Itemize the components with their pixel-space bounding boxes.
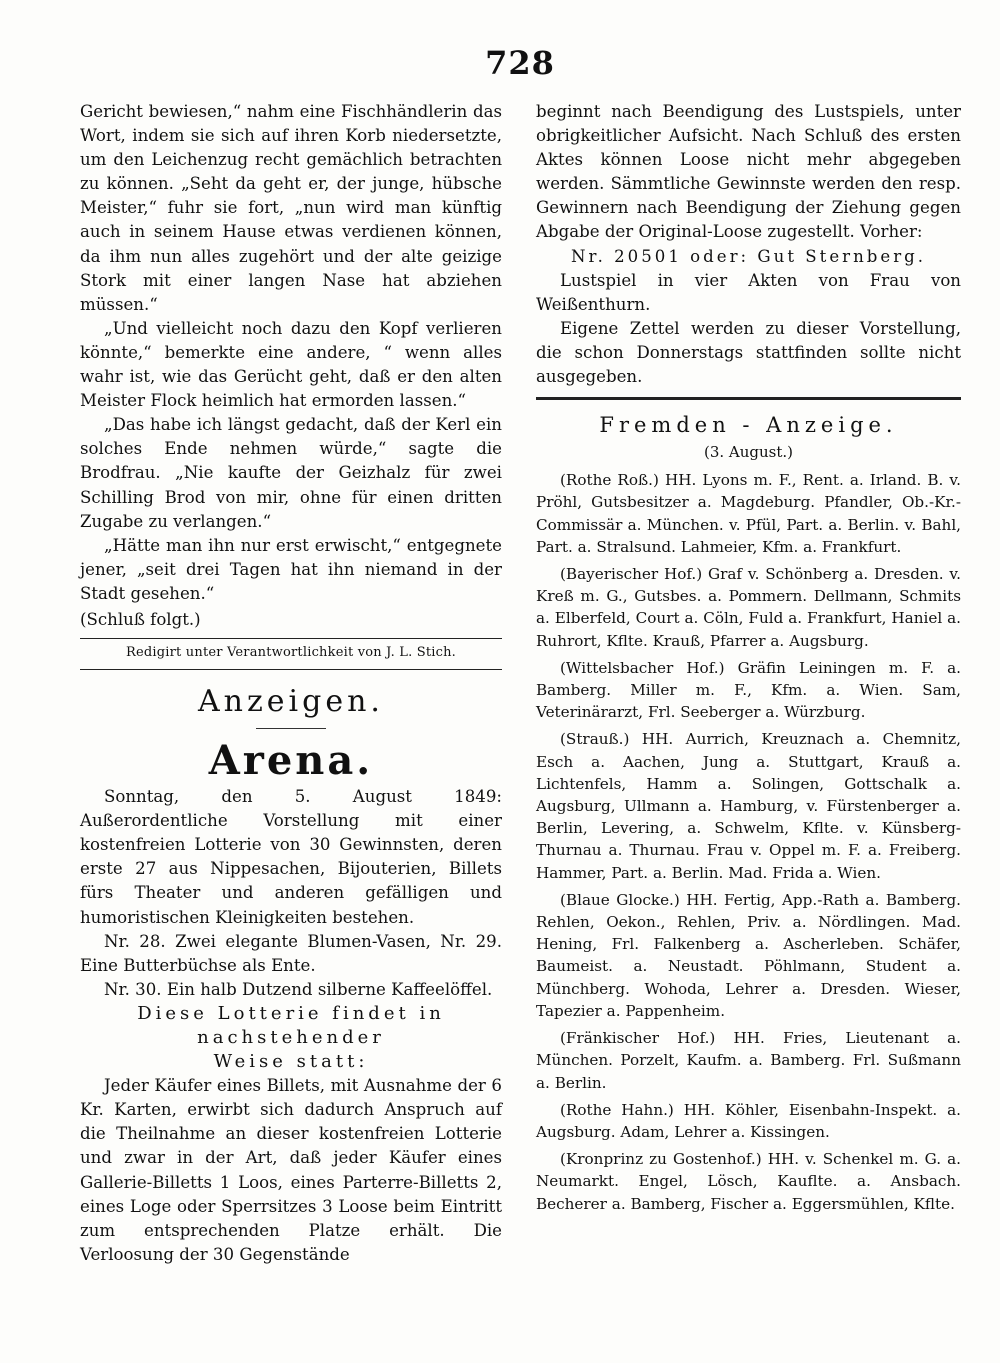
notice: Eigene Zettel werden zu dieser Vorstellung, die schon Donnerstags stattfinden sollte nicht ausgegeben.: [536, 318, 961, 387]
play-description: Lustspiel in vier Akten von Frau von Weißenthurn.: [536, 270, 961, 314]
guest-entry: (Kronprinz zu Gostenhof.) HH. v. Schenkel m. G. a. Neumarkt. Engel, Lösch, Kauflte. a. Ansbach. Becherer a. Bamberg, Fischer a. Eggersmühlen, Kflte.: [536, 1150, 961, 1213]
fremden-date: (3. August.): [703, 443, 794, 462]
guest-entry: (Bayerischer Hof.) Graf v. Schönberg a. Dresden. v. Kreß m. G., Gutsbes. a. Pommern. Dellmann, Schmits a. Elberfeld, Court a. Cöln, Fuld a. Frankfurt, Haniel a. Ruhrort, Kflte. Krauß, Pfarrer a. Augsburg.: [536, 565, 961, 650]
divider: [80, 669, 502, 670]
fremden-title: Fremden - Anzeige.: [599, 413, 898, 438]
lottery-heading: Diese Lotterie findet in nachstehender: [137, 1002, 445, 1048]
guest-entry: (Wittelsbacher Hof.) Gräfin Leiningen m. F. a. Bamberg. Miller m. F., Kfm. a. Wien. Sam, Veterinärarzt, Frl. Seeberger a. Würzburg.: [536, 658, 961, 722]
guest-entry: (Rothe Hahn.) HH. Köhler, Eisenbahn-Inspekt. a. Augsburg. Adam, Lehrer a. Kissingen.: [536, 1100, 961, 1141]
story-paragraph: Gericht bewiesen,“ nahm eine Fischhändlerin das Wort, indem sie sich auf ihren Korb niedersetzte, um den Leichenzug recht gemächlich betrachten zu können. „Seht da geht er, der junge, hübsche Meister,“ fuhr sie fort, „nun wird man künftig auch in seinem Hause etwas verdienen können, da ihm nun alles zugehört und der alte geizige Stork mit einer langen Nase hat abziehen müssen.“: [80, 102, 502, 314]
guest-entry: (Blaue Glocke.) HH. Fertig, App.-Rath a. Bamberg. Rehlen, Oekon., Rehlen, Priv. a. Nördlingen. Mad. Hening, Frl. Falkenberg a. Ascherleben. Schäfer, Baumeist. a. Neustadt. Pöhlmann, Student a. Münchberg. Wohoda, Lehrer a. Dresden. Wieser, Tapezier a. Pappenheim.: [536, 890, 961, 1020]
arena-intro: Sonntag, den 5. August 1849: Außerordentliche Vorstellung mit einer kostenfreien Lotterie von 30 Gewinnsten, deren erste 27 aus Nippesachen, Bijouterien, Billets fürs Theater und anderen gefälligen und humoristischen Kleinigkeiten bestehen.: [80, 787, 502, 927]
page-number: 728: [485, 44, 555, 82]
prize-item: Nr. 30. Ein halb Dutzend silberne Kaffeelöffel.: [104, 979, 493, 999]
story-paragraph: „Hätte man ihn nur erst erwischt,“ entgegnete jener, „seit drei Tagen hat ihn niemand in der Stadt gesehen.“: [80, 535, 502, 603]
section-title: Anzeigen.: [198, 684, 384, 720]
arena-title: Arena.: [208, 737, 374, 785]
editor-line: Redigirt unter Verantwortlichkeit von J. L. Stich.: [125, 645, 457, 661]
right-column: [536, 100, 961, 1215]
prize-item: Nr. 28. Zwei elegante Blumen-Vasen, Nr. 29. Eine Butterbüchse als Ente.: [80, 931, 502, 975]
continuation-note: (Schluß folgt.): [80, 609, 201, 629]
play-title: Nr. 20501 oder: Gut Sternberg.: [570, 246, 927, 266]
guest-entry: (Strauß.) HH. Aurrich, Kreuznach a. Chemnitz, Esch a. Aachen, Jung a. Stuttgart, Krauß a. Lichtenfels, Hamm a. Solingen, Gottschalk a. Augsburg, Ullmann a. Hamburg, v. Fürstenberger a. Berlin, Levering, a. Schwelm, Kflte. v. Künsberg-Thurnau a. Thurnau. Frau v. Oppel m. F. a. Freiberg. Hammer, Part. a. Berlin. Mad. Frida a. Wien.: [536, 730, 961, 882]
lottery-text: Jeder Käufer eines Billets, mit Ausnahme der 6 Kr. Karten, erwirbt sich dadurch Anspruch auf die Theilnahme an dieser kostenfreien Lotterie und zwar in der Art, daß jeder Käufer eines Gallerie-Billetts 1 Loos, eines Parterre-Billetts 2, eines Loge oder Sperrsitzes 3 Loose beim Eintritt zum entsprechenden Platze erhält. Die Verloosung der 30 Gegenstände: [80, 1076, 502, 1264]
story-paragraph: „Und vielleicht noch dazu den Kopf verlieren könnte,“ bemerkte eine andere, “ wenn alles wahr ist, wie das Gerücht geht, daß er den alten Meister Flock heimlich hat ermorden lassen.“: [80, 318, 502, 411]
divider: [256, 728, 326, 729]
left-column: [80, 100, 502, 1267]
story-paragraph: „Das habe ich längst gedacht, daß der Kerl ein solches Ende nehmen würde,“ sagte die Brodfrau. „Nie kaufte der Geizhalz für zwei Schilling Brod von mir, ohne für einen dritten Zugabe zu verlangen.“: [80, 415, 502, 531]
guest-entry: (Rothe Roß.) HH. Lyons m. F., Rent. a. Irland. B. v. Pröhl, Gutsbesitzer a. Magdeburg. Pfandler, Ob.-Kr.-Commissär a. München. v. Pfül, Part. a. Berlin. v. Bahl, Part. a. Stralsund. Lahmeier, Kfm. a. Frankfurt.: [536, 471, 961, 556]
lottery-heading: Weise statt:: [213, 1051, 369, 1073]
guest-entry: (Fränkischer Hof.) HH. Fries, Lieutenant a. München. Porzelt, Kaufm. a. Bamberg. Frl. Sußmann a. Berlin.: [536, 1029, 961, 1092]
arena-continuation: beginnt nach Beendigung des Lustspiels, unter obrigkeitlicher Aufsicht. Nach Schluß des ersten Aktes können Loose nicht mehr abgegeben werden. Sämmtliche Gewinnste werden den resp. Gewinnern nach Beendigung der Ziehung gegen Abgabe der Original-Loose zugestellt. Vorher:: [536, 102, 961, 242]
divider: [536, 397, 961, 400]
divider: [80, 638, 502, 639]
